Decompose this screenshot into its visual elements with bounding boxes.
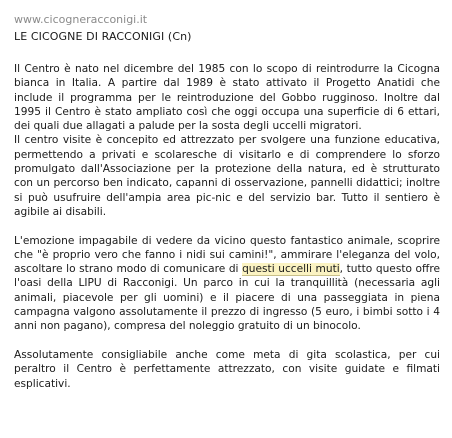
site-link[interactable]: www.cicogneracconigi.it (14, 13, 148, 26)
paragraph-experience-start: L'emozione impagabile di vedere da vicino questo fantastico animale, scoprire che "è proprio vero che fanno i nidi sui camini!", ammirare l'eleganza del volo, ascoltare lo strano modo di comunicare di (14, 234, 440, 276)
page-title: LE CICOGNE DI RACCONIGI (Cn) (14, 30, 192, 43)
paragraph-school-trips: Assolutamente consigliabile anche come meta di gita scolastica, per cui peraltro il Centro è perfettamente attrezzato, con visite guidate e filmati esplicativi. (14, 348, 440, 390)
paragraph-experience-end: , tutto questo offre l'oasi della LIPU di Racconigi. Un parco in cui la tranquillità (necessaria agli animali, piacevole per gli uomini) e il piacere di una passeggiata in piena campagna valgono assolutamente il prezzo di ingresso (5 euro, i bimbi sotto i 4 anni non pagano), compresa del noleggio gratuito di un binocolo. (14, 263, 440, 333)
paragraph-experience (14, 234, 440, 334)
paragraph-history: Il Centro è nato nel dicembre del 1985 con lo scopo di reintrodurre la Cicogna bianca in Italia. A partire dal 1989 è stato attivato il Progetto Anatidi che include il programma per le reintroduzione del Gobbo rugginoso. Inoltre dal 1995 il Centro è stato ampliato così che oggi occupa una superficie di 6 ettari, dei quali due allagati a palude per la sosta degli uccelli migratori. (14, 63, 440, 133)
paragraph-spacer (14, 219, 440, 233)
highlighted-phrase[interactable]: questi uccelli muti (242, 263, 340, 276)
paragraph-visitor-center: Il centro visite è concepito ed attrezzato per svolgere una funzione educativa, permettendo a privati e scolaresche di visitarlo e di comprendere lo sforzo promulgato dall'Associazione per la protezione della natura, ed è strutturato con un percorso ben indicato, capanni di osservazione, pannelli didattici; inoltre si può usufruire dell'ampia area pic-nic e del servizio bar. Tutto il sentiero è agibile ai disabili. (14, 134, 440, 218)
paragraph-spacer (14, 334, 440, 348)
